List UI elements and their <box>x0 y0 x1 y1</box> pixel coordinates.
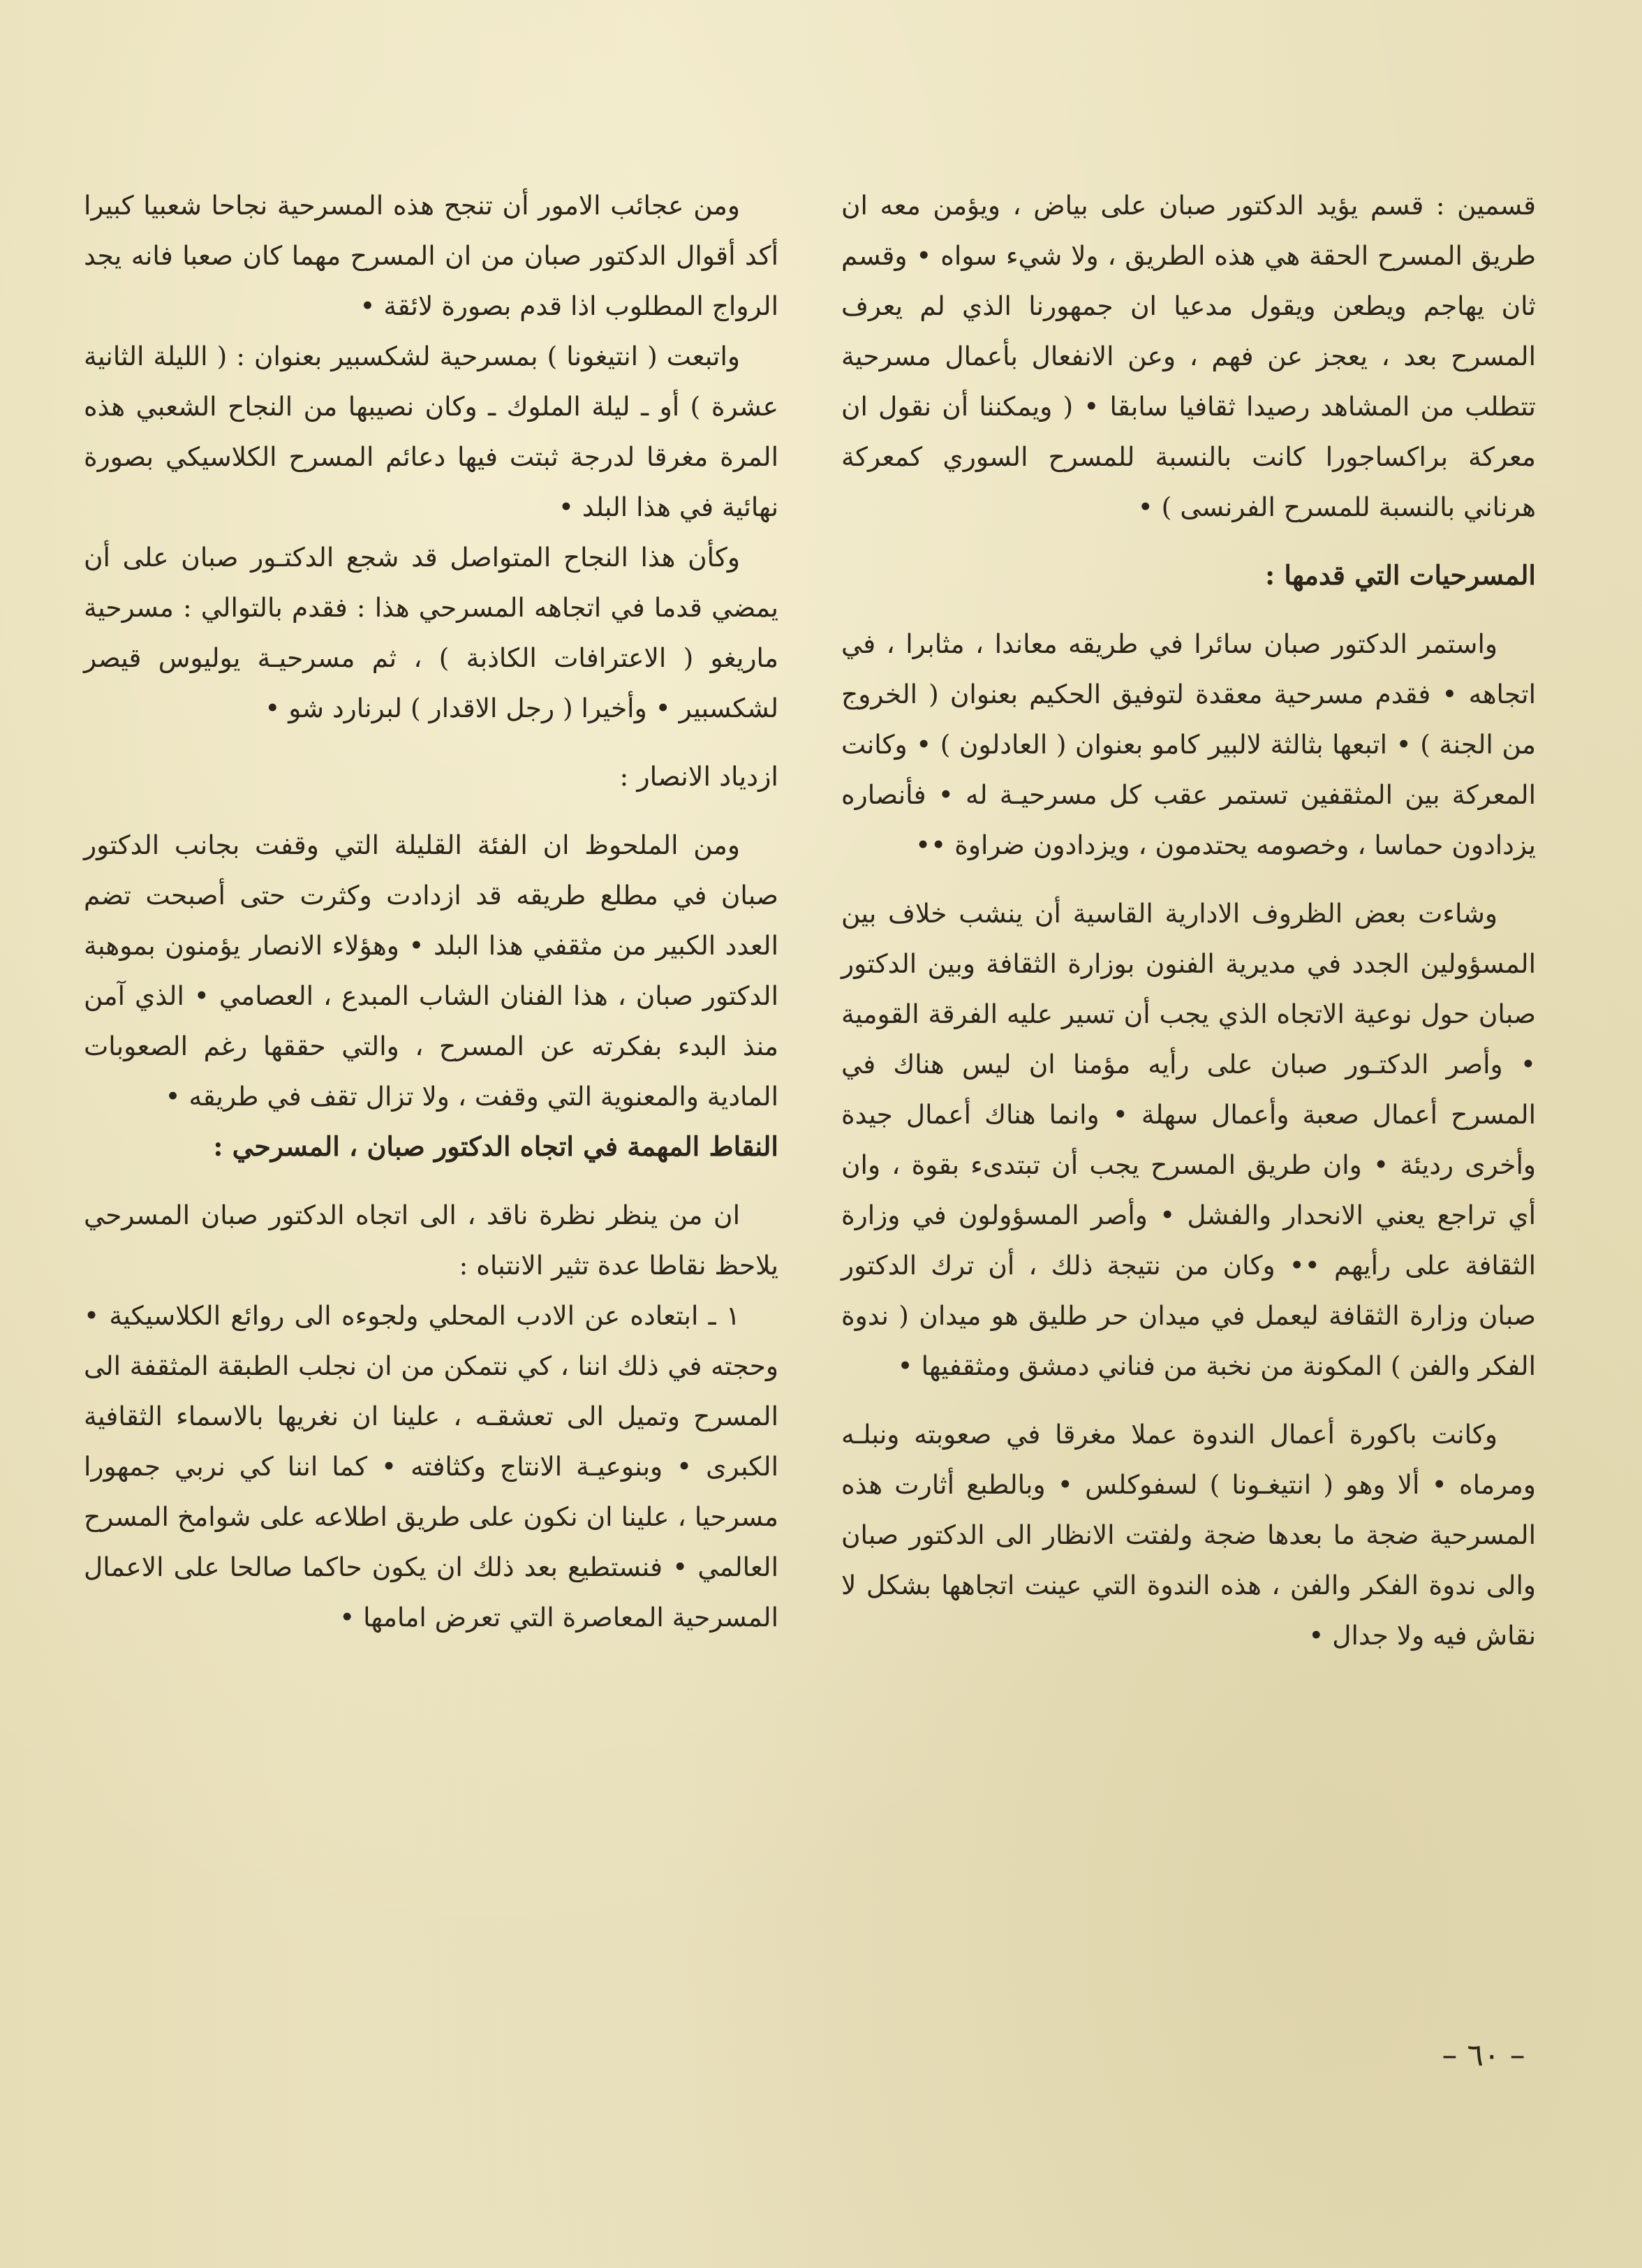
paragraph: وكانت باكورة أعمال الندوة عملا مغرقا في صعوبته ونبلـه ومرماه • ألا وهو ( انتيغـونا ) لسفوكلس • وبالطبع أثارت هذه المسرحية ضجة ما بعدها ضجة ولفتت الانظار الى الدكتور صبان والى ندوة الفكر والفن ، هذه الندوة التي عينت اتجاهها بشكل لا نقاش فيه ولا جدال • <box>841 1419 1536 1651</box>
page-number: – ٦٠ – <box>1442 2038 1525 2073</box>
paragraph: وشاءت بعض الظروف الادارية القاسية أن ينشب خلاف بين المسؤولين الجدد في مديرية الفنون بوزارة الثقافة وبين الدكتور صبان حول نوعية الاتجاه الذي يجب أن تسير عليه الفرقة القومية • وأصر الدكتـور صبان على رأيه مؤمنا ان ليس هناك في المسرح أعمال صعبة وأعمال سهلة • وانما هناك أعمال جيدة وأخرى رديئة • وان طريق المسرح يجب أن تبتدىء بقوة ، وان أي تراجع يعني الانحدار والفشل • وأصر المسؤولون في وزارة الثقافة على رأيهم •• وكان من نتيجة ذلك ، أن ترك الدكتور صبان وزارة الثقافة ليعمل في ميدان حر طليق هو ميدان ( ندوة الفكر والفن ) المكونة من نخبة من فناني دمشق ومثقفيها • <box>841 898 1536 1381</box>
section-heading: المسرحيات التي قدمها : <box>1265 559 1536 591</box>
section-heading: النقاط المهمة في اتجاه الدكتور صبان ، المسرحي : <box>213 1131 778 1162</box>
paragraph: ومن عجائب الامور أن تنجح هذه المسرحية نجاحا شعبيا كبيرا أكد أقوال الدكتور صبان من ان المسرح مهما كان صعبا فانه يجد الرواج المطلوب اذا قدم بصورة لائقة • <box>84 190 778 321</box>
section-heading: ازدياد الانصار : <box>619 761 778 792</box>
paragraph: ان من ينظر نظرة ناقد ، الى اتجاه الدكتور صبان المسرحي يلاحظ نقاطا عدة تثير الانتباه : <box>84 1200 778 1281</box>
paragraph: واتبعت ( انتيغونا ) بمسرحية لشكسبير بعنوان : ( الليلة الثانية عشرة ) أو ـ ليلة الملوك ـ وكان نصيبها من النجاح الشعبي هذه المرة مغرقا لدرجة ثبتت فيها دعائم المسرح الكلاسيكي بصورة نهائية في هذا البلد • <box>84 341 778 522</box>
paragraph: ومن الملحوظ ان الفئة القليلة التي وقفت بجانب الدكتور صبان في مطلع طريقه قد ازدادت وكثرت حتى أصبحت تضم العدد الكبير من مثقفي هذا البلد • وهؤلاء الانصار يؤمنون بموهبة الدكتور صبان ، هذا الفنان الشاب المبدع ، العصامي • الذي آمن منذ البدء بفكرته عن المسرح ، والتي حققها رغم الصعوبات المادية والمعنوية التي وقفت ، ولا تزال تقف في طريقه • <box>84 830 778 1112</box>
paragraph: وكأن هذا النجاح المتواصل قد شجع الدكتـور صبان على أن يمضي قدما في اتجاهه المسرحي هذا : فقدم بالتوالي : مسرحية ماريغو ( الاعترافات الكاذبة ) ، ثم مسرحيـة يوليوس قيصر لشكسبير • وأخيرا ( رجل الاقدار ) لبرنارد شو • <box>84 542 778 723</box>
left-column <box>84 180 778 1642</box>
right-column <box>841 180 1536 1660</box>
paragraph: قسمين : قسم يؤيد الدكتور صبان على بياض ، ويؤمن معه ان طريق المسرح الحقة هي هذه الطريق ، ولا شيء سواه • وقسم ثان يهاجم ويطعن ويقول مدعيا ان جمهورنا الذي لم يعرف المسرح بعد ، يعجز عن فهم ، وعن الانفعال بأعمال مسرحية تتطلب من المشاهد رصيدا ثقافيا سابقا • ( ويمكننا أن نقول ان معركة براكساجورا كانت بالنسبة للمسرح السوري كمعركة هرناني بالنسبة للمسرح الفرنسى ) • <box>841 190 1536 522</box>
paragraph: واستمر الدكتور صبان سائرا في طريقه معاندا ، مثابرا ، في اتجاهه • فقدم مسرحية معقدة لتوفيق الحكيم بعنوان ( الخروج من الجنة ) • اتبعها بثالثة لالبير كامو بعنوان ( العادلون ) • وكانت المعركة بين المثقفين تستمر عقب كل مسرحيـة له • فأنصاره يزدادون حماسا ، وخصومه يحتدمون ، ويزدادون ضراوة •• <box>841 628 1536 860</box>
paragraph: ١ ـ ابتعاده عن الادب المحلي ولجوءه الى روائع الكلاسيكية • وحجته في ذلك اننا ، كي نتمكن من ان نجلب الطبقة المثقفة الى المسرح وتميل الى تعشقـه ، علينا ان نغريها بالاسماء الثقافية الكبرى • وبنوعيـة الانتاج وكثافته • كما اننا كي نربي جمهورا مسرحيا ، علينا ان نكون على طريق اطلاعه على شوامخ المسرح العالمي • فنستطيع بعد ذلك ان يكون حاكما صالحا على الاعمال المسرحية المعاصرة التي تعرض امامها • <box>84 1300 778 1633</box>
